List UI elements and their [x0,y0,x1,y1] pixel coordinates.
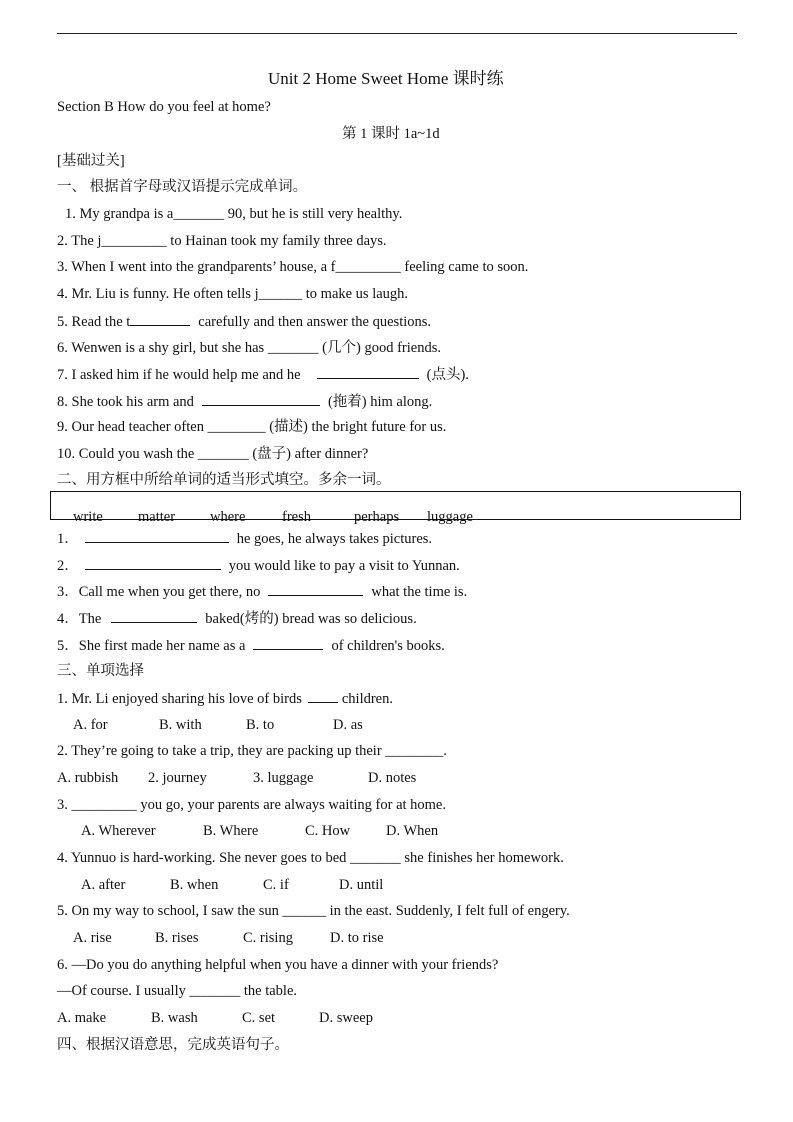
option-b[interactable]: B. Where [203,823,259,839]
answer-blank[interactable] [253,636,323,650]
part1-item-4: 4. Mr. Liu is funny. He often tells j______ to make us laugh. [57,286,409,302]
option-b[interactable]: B. rises [155,930,199,946]
answer-blank[interactable] [202,392,320,406]
option-d[interactable]: D. as [333,717,363,733]
part1-heading: 一、 根据首字母或汉语提示完成单词。 [57,179,308,195]
option-c[interactable]: 3. luggage [253,770,314,786]
option-a[interactable]: A. for [73,717,108,733]
mc-question-3: 3. _________ you go, your parents are always waiting for at home. [57,797,446,813]
item-number: 5． [57,638,79,654]
option-c[interactable]: C. set [242,1010,276,1026]
mc-question-6-reply: —Of course. I usually _______ the table. [57,983,298,999]
part2-item-3-text: what the time is. [371,584,468,600]
word-bank-word: write [73,509,103,525]
answer-blank[interactable] [268,582,363,596]
item-number: 1． [57,531,79,547]
part1-item-7 [57,365,469,384]
option-a[interactable]: A. rise [73,930,112,946]
option-a[interactable]: A. make [57,1010,107,1026]
mc-question-1-post: children. [341,691,393,707]
option-b[interactable]: 2. journey [148,770,207,786]
item-number: 3． [57,584,79,600]
mc-question-1 [57,689,393,708]
option-b[interactable]: B. wash [151,1010,198,1026]
part2-item-4-pre: The [78,611,102,627]
mc-question-1-pre: 1. Mr. Li enjoyed sharing his love of birds [57,691,302,707]
option-a[interactable]: A. after [81,877,126,893]
option-b[interactable]: B. when [170,877,219,893]
answer-blank[interactable] [317,365,419,379]
mc-question-6: 6. —Do you do anything helpful when you have a dinner with your friends? [57,957,499,973]
part1-item-10: 10. Could you wash the _______ (盘子) after dinner? [57,446,369,462]
option-d[interactable]: D. notes [368,770,417,786]
word-bank-word: luggage [427,509,473,525]
part2-item-1-text: he goes, he always takes pictures. [236,531,433,547]
answer-blank[interactable] [308,689,338,703]
mc-question-5: 5. On my way to school, I saw the sun ______ in the east. Suddenly, I felt full of engery. [57,903,570,919]
answer-blank[interactable] [85,556,221,570]
word-bank-word: matter [138,509,176,525]
part1-item-8-pre: 8. She took his arm and [57,394,194,410]
part1-item-2: 2. The j_________ to Hainan took my family three days. [57,233,387,249]
option-c[interactable]: C. How [305,823,351,839]
part2-item-2-text: you would like to pay a visit to Yunnan. [228,558,460,574]
item-number: 2． [57,558,79,574]
part1-item-7-post: (点头). [426,367,469,383]
lesson-title: 第 1 课时 1a~1d [342,126,440,142]
part1-item-8 [57,392,432,411]
part2-item-1 [57,529,432,548]
option-d[interactable]: D. to rise [330,930,384,946]
part2-item-2 [57,556,460,575]
answer-blank[interactable] [111,609,197,623]
part2-heading: 二、用方框中所给单词的适当形式填空。多余一词。 [57,472,391,488]
option-d[interactable]: D. until [339,877,384,893]
part1-item-7-pre: 7. I asked him if he would help me and he [57,367,301,383]
part2-item-4 [57,609,417,628]
part1-item-5-pre: 5. Read the t [57,314,131,330]
mc-question-4: 4. Yunnuo is hard-working. She never goes to bed _______ she finishes her homework. [57,850,564,866]
option-c[interactable]: C. if [263,877,289,893]
part4-heading: 四、根据汉语意思，完成英语句子。 [57,1037,289,1053]
option-d[interactable]: D. sweep [319,1010,373,1026]
option-a[interactable]: A. Wherever [81,823,156,839]
page-title: Unit 2 Home Sweet Home 课时练 [268,69,504,88]
option-c[interactable]: B. to [246,717,275,733]
part1-item-8-post: (拖着) him along. [327,394,433,410]
option-a[interactable]: A. rubbish [57,770,119,786]
part2-item-3-pre: Call me when you get there, no [78,584,261,600]
part2-item-5-text: of children's books. [331,638,445,654]
part1-item-3: 3. When I went into the grandparents’ house, a f_________ feeling came to soon. [57,259,529,275]
part2-item-5-pre: She first made her name as a [78,638,246,654]
part-label: [基础过关] [57,153,125,169]
part2-item-5 [57,636,445,655]
word-bank-word: fresh [282,509,311,525]
part1-item-1: 1. My grandpa is a_______ 90, but he is still very healthy. [65,206,403,222]
mc-question-2: 2. They’re going to take a trip, they are packing up their ________. [57,743,447,759]
answer-blank[interactable] [85,529,229,543]
answer-blank[interactable] [130,312,190,326]
part2-item-3 [57,582,467,601]
part1-item-5 [57,312,431,331]
header-rule [57,33,737,34]
option-b[interactable]: B. with [159,717,202,733]
option-d[interactable]: D. When [386,823,439,839]
part1-item-5-post: carefully and then answer the questions. [198,314,432,330]
item-number: 4． [57,611,79,627]
part1-item-9: 9. Our head teacher often ________ (描述) the bright future for us. [57,419,447,435]
part3-heading: 三、单项选择 [57,663,144,679]
section-title: Section B How do you feel at home? [57,99,271,115]
word-bank-word: where [210,509,246,525]
part2-item-4-text: baked(烤的) bread was so delicious. [205,611,417,627]
option-c[interactable]: C. rising [243,930,293,946]
part1-item-6: 6. Wenwen is a shy girl, but she has _______ (几个) good friends. [57,340,441,356]
word-bank-word: perhaps [354,509,400,525]
